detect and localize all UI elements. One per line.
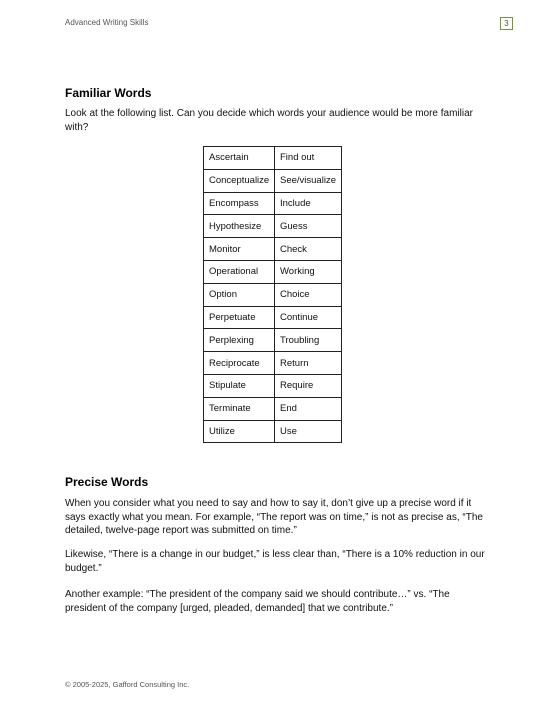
precise-words-heading: Precise Words bbox=[65, 475, 149, 489]
familiar-word-cell: Choice bbox=[275, 283, 342, 306]
formal-word-cell: Reciprocate bbox=[204, 352, 275, 375]
familiar-word-cell: Require bbox=[275, 374, 342, 397]
formal-word-cell: Perpetuate bbox=[204, 306, 275, 329]
familiar-word-cell: Troubling bbox=[275, 329, 342, 352]
table-row bbox=[204, 215, 342, 238]
table-row bbox=[204, 238, 342, 261]
table-row bbox=[204, 374, 342, 397]
formal-word-cell: Conceptualize bbox=[204, 169, 275, 192]
page-number: 3 bbox=[500, 17, 513, 30]
table-row bbox=[204, 283, 342, 306]
familiar-word-cell: Use bbox=[275, 420, 342, 443]
word-comparison-table bbox=[203, 146, 342, 443]
table-row bbox=[204, 352, 342, 375]
formal-word-cell: Monitor bbox=[204, 238, 275, 261]
formal-word-cell: Utilize bbox=[204, 420, 275, 443]
table-row bbox=[204, 329, 342, 352]
formal-word-cell: Hypothesize bbox=[204, 215, 275, 238]
table-row bbox=[204, 306, 342, 329]
table-row bbox=[204, 192, 342, 215]
table-row bbox=[204, 147, 342, 170]
formal-word-cell: Option bbox=[204, 283, 275, 306]
familiar-word-cell: Include bbox=[275, 192, 342, 215]
formal-word-cell: Perplexing bbox=[204, 329, 275, 352]
familiar-words-heading: Familiar Words bbox=[65, 86, 152, 100]
familiar-word-cell: See/visualize bbox=[275, 169, 342, 192]
formal-word-cell: Terminate bbox=[204, 397, 275, 420]
precise-words-paragraph-3: Another example: “The president of the company said we should contribute…” vs. “The president of the company [urged, pleaded, demanded] that we contribute.” bbox=[65, 589, 450, 614]
familiar-word-cell: Return bbox=[275, 352, 342, 375]
familiar-words-intro: Look at the following list. Can you decide which words your audience would be more familiar with? bbox=[65, 108, 473, 133]
precise-words-paragraph-1: When you consider what you need to say and how to say it, don’t give up a precise word if it says exactly what you mean. For example, “The report was on time,” is not as precise as, “The detailed, twelve-page report was submitted on time.” bbox=[65, 498, 483, 536]
footer-copyright: © 2005-2025, Gafford Consulting Inc. bbox=[65, 680, 190, 689]
familiar-word-cell: Check bbox=[275, 238, 342, 261]
precise-words-paragraph-2: Likewise, “There is a change in our budget,” is less clear than, “There is a 10% reduction in our budget.” bbox=[65, 549, 485, 574]
formal-word-cell: Operational bbox=[204, 260, 275, 283]
running-header: Advanced Writing Skills bbox=[65, 18, 149, 27]
table-row bbox=[204, 260, 342, 283]
formal-word-cell: Ascertain bbox=[204, 147, 275, 170]
familiar-word-cell: End bbox=[275, 397, 342, 420]
familiar-word-cell: Continue bbox=[275, 306, 342, 329]
familiar-word-cell: Working bbox=[275, 260, 342, 283]
table-row bbox=[204, 169, 342, 192]
formal-word-cell: Encompass bbox=[204, 192, 275, 215]
familiar-word-cell: Find out bbox=[275, 147, 342, 170]
table-row bbox=[204, 397, 342, 420]
familiar-word-cell: Guess bbox=[275, 215, 342, 238]
formal-word-cell: Stipulate bbox=[204, 374, 275, 397]
table-row bbox=[204, 420, 342, 443]
